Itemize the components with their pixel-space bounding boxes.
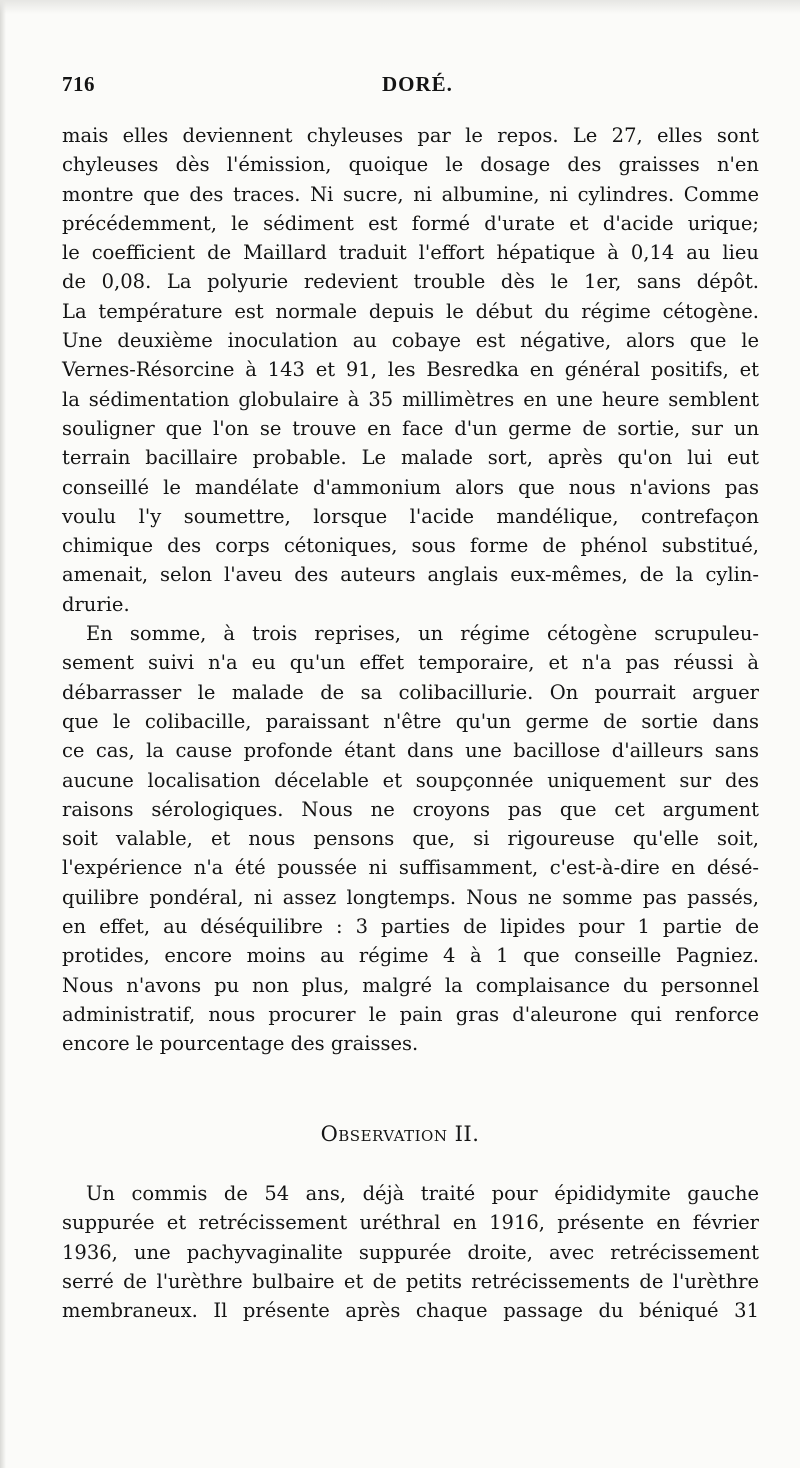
- text-line: sement suivi n'a eu qu'un effet temporaire, et n'a pas réussi à: [62, 651, 759, 675]
- text-line: Un commis de 54 ans, déjà traité pour épididymite gauche: [86, 1182, 759, 1205]
- text-line: En somme, à trois reprises, un régime cétogène scrupuleu-: [86, 622, 759, 646]
- text-line: aucune localisation décelable et soupçonnée uniquement sur des: [62, 768, 759, 792]
- paragraph-2: [62, 619, 759, 1058]
- text-line: montre que des traces. Ni sucre, ni albumine, ni cylindres. Comme: [62, 182, 759, 206]
- text-line: raisons sérologiques. Nous ne croyons pas que cet argument: [62, 797, 759, 821]
- body-text: [62, 121, 759, 1059]
- text-line: drurie.: [62, 592, 130, 616]
- text-line: chyleuses dès l'émission, quoique le dosage des graisses n'en: [62, 153, 759, 177]
- text-line: La température est normale depuis le début du régime cétogène.: [62, 299, 759, 323]
- text-line: de 0,08. La polyurie redevient trouble dès le 1er, sans dépôt.: [62, 270, 759, 294]
- text-line: voulu l'y soumettre, lorsque l'acide mandélique, contrefaçon: [62, 504, 759, 528]
- paragraph-1: [62, 121, 759, 619]
- text-line: Vernes-Résorcine à 143 et 91, les Besredka en général positifs, et: [62, 358, 759, 382]
- text-line: Nous n'avons pu non plus, malgré la complaisance du personnel: [62, 973, 759, 997]
- text-line: soit valable, et nous pensons que, si rigoureuse qu'elle soit,: [62, 827, 759, 851]
- body-text-continued: [62, 1179, 759, 1325]
- text-line: débarrasser le malade de sa colibacillurie. On pourrait arguer: [62, 680, 759, 704]
- text-line: serré de l'urèthre bulbaire et de petits retrécissements de l'urèthre: [62, 1269, 759, 1293]
- page-header: [62, 72, 782, 102]
- text-line: Une deuxième inoculation au cobaye est négative, alors que le: [62, 329, 759, 353]
- text-line: administratif, nous procurer le pain gras d'aleurone qui renforce: [62, 1002, 759, 1026]
- text-line: mais elles deviennent chyleuses par le repos. Le 27, elles sont: [62, 124, 759, 147]
- text-line: amenait, selon l'aveu des auteurs anglais eux-mêmes, de la cylin-: [62, 563, 759, 587]
- text-line: protides, encore moins au régime 4 à 1 que conseille Pagniez.: [62, 944, 759, 968]
- text-line: conseillé le mandélate d'ammonium alors que nous n'avions pas: [62, 475, 759, 499]
- running-head: DORÉ.: [382, 72, 453, 96]
- text-line: ce cas, la cause profonde étant dans une bacillose d'ailleurs sans: [62, 739, 759, 763]
- text-line: 1936, une pachyvaginalite suppurée droite, avec retrécissement: [62, 1240, 759, 1264]
- text-line: souligner que l'on se trouve en face d'un germe de sortie, sur un: [62, 416, 759, 440]
- text-line: le coefficient de Maillard traduit l'effort hépatique à 0,14 au lieu: [62, 241, 759, 265]
- text-line: membraneux. Il présente après chaque passage du béniqué 31: [62, 1299, 759, 1323]
- text-line: l'expérience n'a été poussée ni suffisamment, c'est-à-dire en désé-: [62, 856, 759, 880]
- text-line: chimique des corps cétoniques, sous forme de phénol substitué,: [62, 534, 759, 558]
- text-line: la sédimentation globulaire à 35 millimètres en une heure semblent: [62, 387, 759, 411]
- text-line: quilibre pondéral, ni assez longtemps. Nous ne somme pas passés,: [62, 885, 759, 909]
- text-line: en effet, au déséquilibre : 3 parties de lipides pour 1 partie de: [62, 915, 759, 939]
- paragraph-3: [62, 1179, 759, 1325]
- text-line: que le colibacille, paraissant n'être qu'un germe de sortie dans: [62, 709, 759, 733]
- page-shadow-top: [0, 0, 800, 14]
- page-shadow-left: [0, 0, 6, 1468]
- text-line: suppurée et retrécissement uréthral en 1916, présente en février: [62, 1211, 759, 1235]
- section-heading: Observation II.: [320, 1122, 480, 1146]
- text-line: terrain bacillaire probable. Le malade sort, après qu'on lui eut: [62, 446, 759, 470]
- text-line: encore le pourcentage des graisses.: [62, 1032, 419, 1056]
- page-number: 716: [62, 72, 95, 96]
- text-line: précédemment, le sédiment est formé d'urate et d'acide urique;: [62, 211, 759, 235]
